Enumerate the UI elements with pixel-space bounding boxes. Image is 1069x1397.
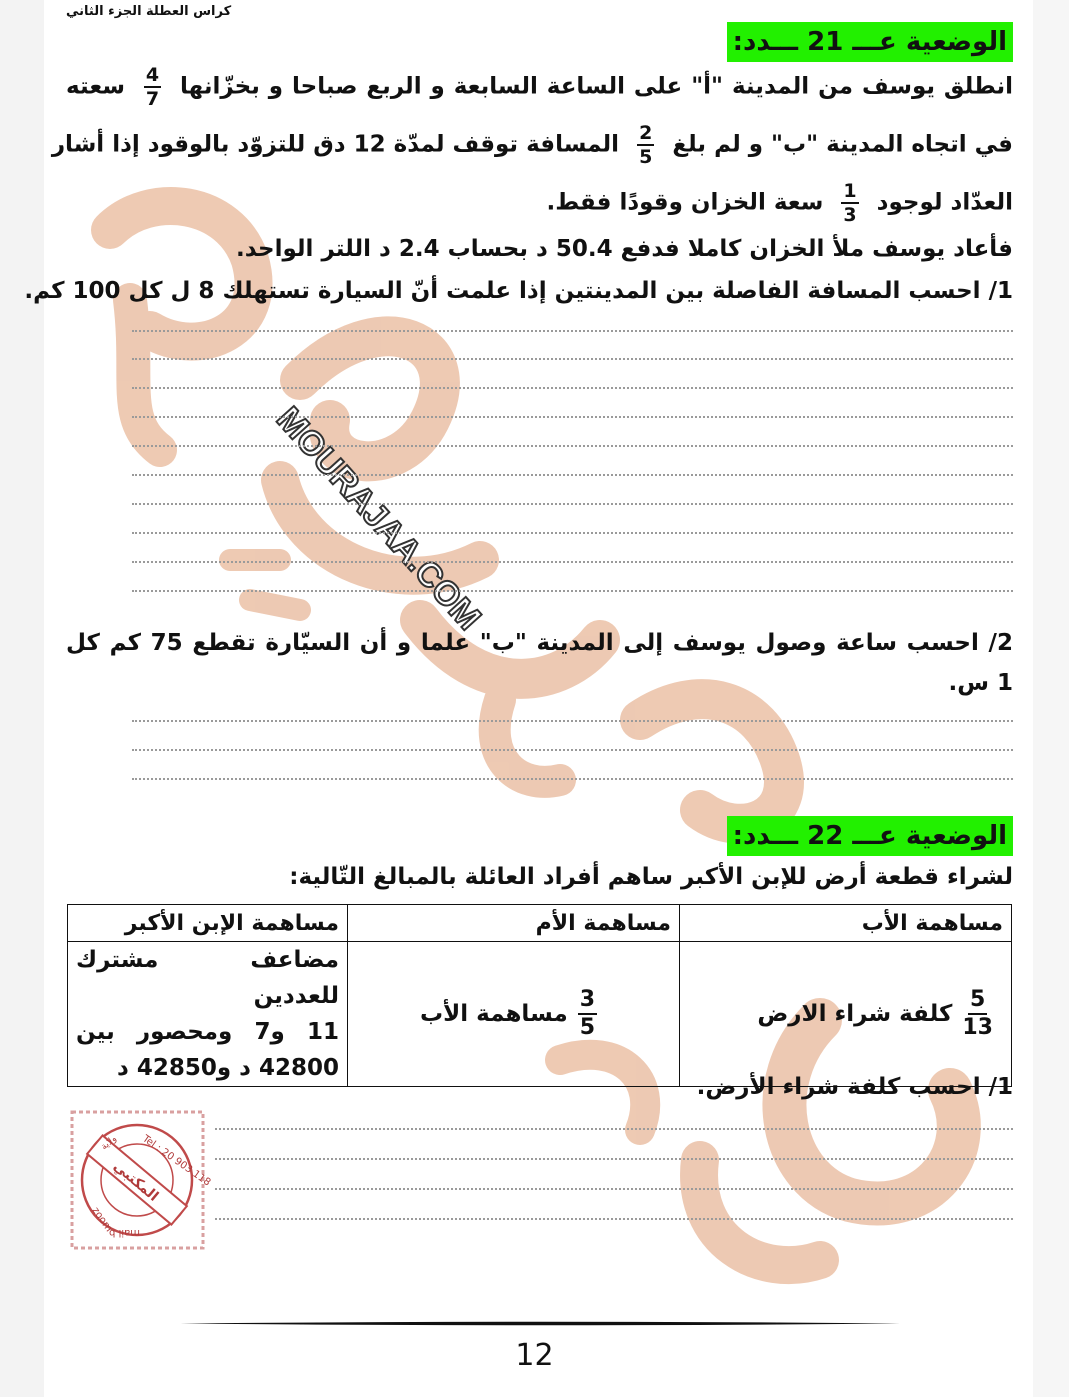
fraction-numerator: 5	[968, 987, 987, 1015]
answer-line	[132, 358, 1013, 360]
answer-line	[215, 1188, 1013, 1190]
answer-line	[132, 561, 1013, 563]
header-father: مساهمة الأب	[680, 905, 1012, 942]
answer-line	[132, 474, 1013, 476]
fraction-denominator: 5	[639, 146, 653, 168]
header-mother: مساهمة الأم	[348, 905, 680, 942]
fraction-denominator: 3	[843, 204, 857, 226]
fraction-two-fifths	[637, 122, 654, 168]
running-head: كراس العطلة الجزء الثاني	[66, 4, 232, 19]
fraction-numerator: 4	[145, 64, 160, 86]
line-1-text-a: انطلق يوسف من المدينة "أ" على الساعة السابعة و الربع صباحا و بخزّانها	[180, 73, 1013, 100]
answer-line	[132, 749, 1013, 751]
line-1-text-b: سعته	[66, 73, 125, 100]
father-contribution	[688, 987, 1003, 1041]
page-left-edge	[0, 0, 44, 1397]
answer-line	[132, 330, 1013, 332]
mother-contribution	[356, 987, 671, 1041]
fraction-denominator: 7	[145, 88, 160, 110]
fraction-five-thirteenths	[962, 987, 993, 1041]
answer-line	[132, 778, 1013, 780]
answer-line	[215, 1218, 1013, 1220]
stamp-mail-text: mail b	[109, 1227, 140, 1238]
watermark-site-text: MOURAJAA.COM	[269, 399, 489, 638]
fraction-numerator: 3	[578, 987, 597, 1015]
mother-contribution-text: مساهمة الأب	[419, 1001, 568, 1027]
fraction-denominator: 5	[579, 1015, 596, 1040]
son-line-2: 11 و7 ومحصور بين	[76, 1019, 339, 1045]
stamp-tel-text: Tel : 20 903 118	[140, 1133, 213, 1189]
cell-mother	[348, 942, 680, 1087]
fraction-four-sevenths	[144, 64, 161, 110]
table-header-row	[68, 905, 1012, 942]
answer-line	[132, 387, 1013, 389]
situation-21-line-1	[66, 64, 1013, 110]
son-line-1: مضاعف مشترك للعددين	[76, 947, 339, 1009]
page-number: 12	[515, 1338, 554, 1373]
line-2-text-b: المسافة توقف لمدّة 12 دق للتزوّد بالوقود إذا أشار	[51, 131, 620, 158]
answer-line	[132, 445, 1013, 447]
answer-line	[132, 503, 1013, 505]
situation-21-question-2-line-2: 1 س.	[948, 670, 1013, 696]
situation-21-line-3	[66, 180, 1013, 226]
answer-line	[132, 720, 1013, 722]
situation-21-question-2-line-1: 2/ احسب ساعة وصول يوسف إلى المدينة "ب" علما و أن السيّارة تقطع 75 كم كل	[66, 630, 1013, 656]
answer-line	[132, 416, 1013, 418]
header-son: مساهمة الإبن الأكبر	[68, 905, 348, 942]
fraction-denominator: 13	[962, 1015, 993, 1040]
situation-21-question-1: 1/ احسب المسافة الفاصلة بين المدينتين إذا علمت أنّ السيارة تستهلك 8 ل كل 100 كم.	[24, 278, 1013, 304]
answer-line	[215, 1158, 1013, 1160]
fraction-one-third	[841, 180, 858, 226]
situation-21-line-4: فأعاد يوسف ملأ الخزان كاملا فدفع 50.4 د بحساب 2.4 د اللتر الواحد.	[236, 236, 1013, 262]
contributions-table	[67, 904, 1012, 1087]
son-line-3: 42800 د و42850 د	[117, 1055, 339, 1081]
stamp-zoom-text: zoom	[89, 1205, 115, 1235]
situation-22-heading: الوضعية عـــ 22 ـــدد:	[727, 816, 1013, 856]
line-3-text-a: العدّاد لوجود	[876, 189, 1013, 216]
answer-line	[132, 590, 1013, 592]
cell-father	[680, 942, 1012, 1087]
situation-21-line-2	[51, 122, 1013, 168]
stamp-region-text: ولاية	[99, 1133, 119, 1153]
table-row	[68, 942, 1012, 1087]
page-right-edge	[1033, 0, 1069, 1397]
fraction-numerator: 1	[843, 180, 857, 202]
situation-21-heading: الوضعية عـــ 21 ـــدد:	[727, 22, 1013, 62]
answer-line	[215, 1128, 1013, 1130]
situation-22-question-1: 1/ احسب كلفة شراء الأرض.	[696, 1074, 1013, 1100]
answer-line	[132, 532, 1013, 534]
stamp-center-text: المكتبي	[110, 1158, 162, 1205]
situation-22-intro: لشراء قطعة أرض للإبن الأكبر ساهم أفراد العائلة بالمبالغ التّالية:	[289, 864, 1013, 890]
footer-rule	[180, 1321, 900, 1326]
line-2-text-a: في اتجاه المدينة "ب" و لم بلغ	[672, 131, 1013, 158]
fraction-numerator: 2	[639, 122, 653, 144]
cell-son	[68, 942, 348, 1087]
library-stamp-graphic	[70, 1110, 213, 1250]
fraction-three-fifths	[578, 987, 597, 1041]
line-3-text-b: سعة الخزان وقودًا فقط.	[546, 189, 824, 216]
father-contribution-text: كلفة شراء الارض	[757, 1001, 953, 1027]
